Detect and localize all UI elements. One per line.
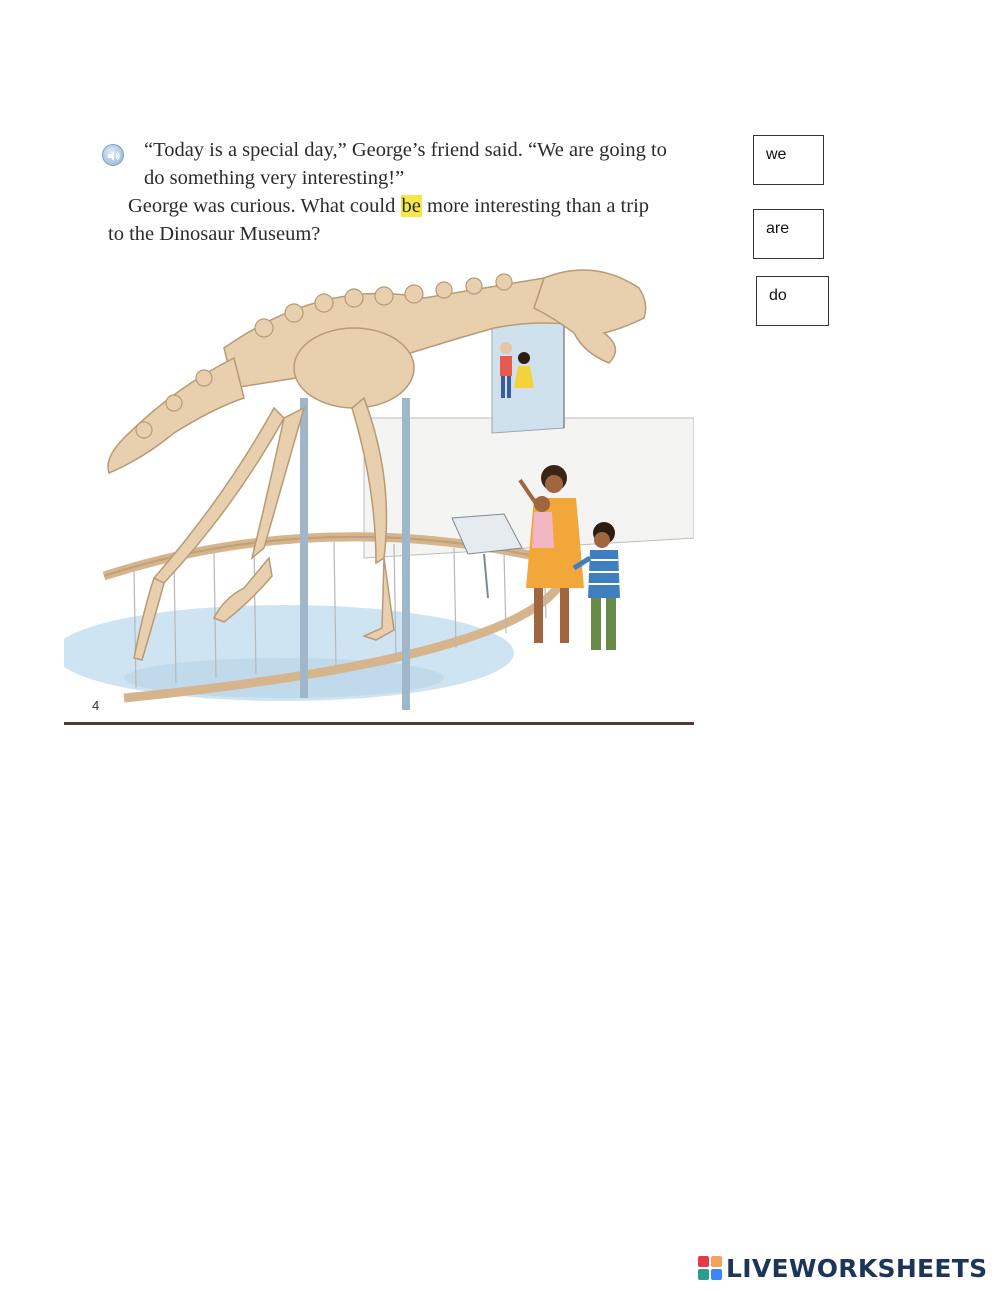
audio-play-button[interactable] (102, 144, 124, 166)
speaker-icon (107, 150, 121, 162)
page-number: 4 (92, 698, 100, 713)
page-bottom-border (64, 722, 694, 725)
answer-box-are[interactable]: are (753, 209, 824, 259)
liveworksheets-brand (698, 1253, 987, 1283)
highlighted-word: be (401, 195, 421, 217)
story-text (108, 136, 668, 248)
story-page (64, 128, 694, 728)
answer-box-do[interactable]: do (756, 276, 829, 326)
brand-name: LIVEWORKSHEETS (726, 1253, 988, 1283)
dinosaur-museum-illustration (64, 258, 694, 726)
liveworksheets-logo-icon (698, 1256, 722, 1280)
answer-box-we[interactable]: we (753, 135, 824, 185)
story-paragraph-2: George was curious. What could be more interesting than a trip to the Dinosaur Museum? (108, 195, 650, 245)
story-paragraph-1: “Today is a special day,” George’s friend said. “We are going to do something very interesting!” (144, 139, 667, 189)
